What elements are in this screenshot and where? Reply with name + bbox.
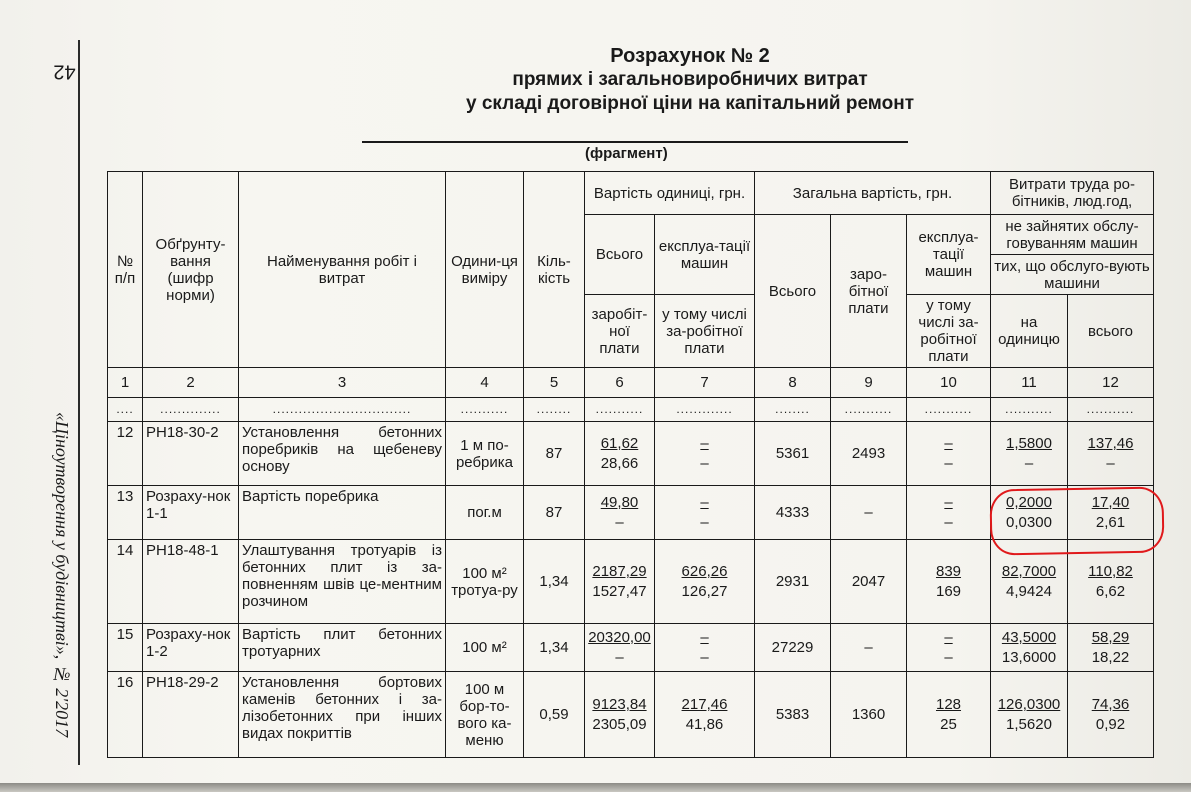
header-unit-total: Всього: [585, 215, 655, 295]
ellipsis-cell: ........: [755, 398, 831, 422]
row-number: 14: [108, 540, 143, 624]
row-unit-machines-top: –: [700, 435, 709, 452]
row-unit-cost: [585, 422, 655, 486]
row-code: РН18-48-1: [143, 540, 239, 624]
row-total-machines-top: 128: [935, 696, 962, 713]
header-labor: Витрати труда ро-бітників, люд.год,: [991, 172, 1154, 215]
row-unit-machines: [655, 624, 755, 672]
row-unit-cost-top: 9123,84: [592, 696, 647, 713]
row-number: 13: [108, 486, 143, 540]
row-unit-machines-bottom: –: [700, 455, 709, 472]
row-total-machines: [907, 672, 991, 758]
row-unit-machines: [655, 486, 755, 540]
row-unit-cost: [585, 624, 655, 672]
column-number: 8: [755, 368, 831, 398]
header-total-cost: Загальна вартість, грн.: [755, 172, 991, 215]
row-labor-total-top: 17,40: [1091, 494, 1130, 511]
row-labor-per-unit-bottom: 4,9424: [1006, 583, 1052, 600]
row-unit: 100 м²: [446, 624, 524, 672]
row-total-machines-bottom: –: [944, 514, 953, 531]
row-unit-machines: [655, 540, 755, 624]
row-total-machines-top: 839: [935, 563, 962, 580]
row-name: Вартість плит бетонних тротуарних: [239, 624, 446, 672]
row-unit: 1 м по-ребрика: [446, 422, 524, 486]
header-total-all: Всього: [755, 215, 831, 368]
row-unit-machines-bottom: –: [700, 649, 709, 666]
row-name: Установлення бетонних поребриків на щебеневу основу: [239, 422, 446, 486]
row-code: РН18-29-2: [143, 672, 239, 758]
row-labor-per-unit: [991, 672, 1068, 758]
row-total-cost: 27229: [755, 624, 831, 672]
column-number: 4: [446, 368, 524, 398]
document-title: [360, 44, 1020, 116]
row-unit-cost: [585, 540, 655, 624]
row-unit-machines-bottom: 41,86: [685, 716, 724, 733]
row-labor-per-unit-top: 1,5800: [1006, 435, 1052, 452]
row-unit-machines-bottom: –: [700, 514, 709, 531]
header-labor-per-unit: на одиницю: [991, 295, 1068, 368]
row-labor-total-top: 58,29: [1091, 629, 1130, 646]
header-unit: Одини-ця виміру: [446, 172, 524, 368]
ellipsis-cell: ...........: [907, 398, 991, 422]
header-name: Найменування робіт і витрат: [239, 172, 446, 368]
row-unit-cost-bottom: –: [615, 514, 624, 531]
row-name: Вартість поребрика: [239, 486, 446, 540]
table-row: [108, 422, 1154, 486]
row-labor-per-unit-bottom: 1,5620: [1006, 716, 1052, 733]
row-labor-per-unit-bottom: 0,0300: [1006, 514, 1052, 531]
row-total-machines-top: –: [944, 494, 953, 511]
row-total-cost: 5383: [755, 672, 831, 758]
column-number: 9: [831, 368, 907, 398]
row-unit-cost-bottom: 28,66: [600, 455, 639, 472]
row-labor-total-bottom: 6,62: [1095, 583, 1126, 600]
row-labor-per-unit-top: 82,7000: [1001, 563, 1057, 580]
header-code: Обґрунту-вання (шифр норми): [143, 172, 239, 368]
row-labor-total: [1068, 624, 1154, 672]
row-unit: 100 м² тротуа-ру: [446, 540, 524, 624]
row-labor-per-unit-top: 0,2000: [1006, 494, 1052, 511]
header-total-machines-wages: у тому числі за-робітної плати: [907, 295, 991, 368]
row-code: РН18-30-2: [143, 422, 239, 486]
row-unit: 100 м бор-то-вого ка-меню: [446, 672, 524, 758]
header-no: № п/п: [108, 172, 143, 368]
header-labor-machines: тих, що обслуго-вують машини: [991, 255, 1154, 295]
row-unit-cost-top: 2187,29: [592, 563, 647, 580]
row-total-machines-bottom: –: [944, 649, 953, 666]
row-unit-cost: [585, 672, 655, 758]
header-unit-cost: Вартість одиниці, грн.: [585, 172, 755, 215]
red-highlight-annotation: [989, 486, 1164, 555]
row-labor-per-unit: [991, 422, 1068, 486]
column-number: 1: [108, 368, 143, 398]
row-total-machines: [907, 486, 991, 540]
row-number: 16: [108, 672, 143, 758]
page-number: 42: [53, 60, 76, 83]
ellipsis-row: [108, 398, 1154, 422]
row-labor-per-unit-bottom: –: [1024, 455, 1034, 472]
row-total-wages: 2493: [831, 422, 907, 486]
row-unit-cost-top: 20320,00: [588, 629, 651, 646]
title-line-1: Розрахунок № 2: [610, 45, 770, 67]
table-row: [108, 624, 1154, 672]
row-unit-cost-bottom: 2305,09: [592, 716, 647, 733]
column-number: 2: [143, 368, 239, 398]
header-unit-wages: заробіт-ної плати: [585, 295, 655, 368]
header-total-wages: заро-бітної плати: [831, 215, 907, 368]
row-qty: 87: [524, 486, 585, 540]
table-body: [108, 422, 1154, 758]
row-total-wages: 2047: [831, 540, 907, 624]
row-qty: 87: [524, 422, 585, 486]
row-labor-total-top: 74,36: [1091, 696, 1130, 713]
row-unit-machines-top: 217,46: [681, 696, 728, 713]
row-name: Улаштування тротуарів із бетонних плит із за-повненням швів це-ментним розчином: [239, 540, 446, 624]
column-number: 10: [907, 368, 991, 398]
ellipsis-cell: ................................: [239, 398, 446, 422]
row-labor-total-top: 137,46: [1087, 435, 1134, 452]
row-total-machines: [907, 422, 991, 486]
title-rule: [362, 141, 908, 143]
row-unit-machines-top: –: [700, 494, 709, 511]
cost-table: [107, 171, 1154, 758]
row-number: 15: [108, 624, 143, 672]
title-line-3: у складі договірної ціни на капітальний ремонт: [465, 93, 914, 114]
row-total-machines: [907, 624, 991, 672]
table-row: [108, 672, 1154, 758]
journal-running-title: «Ціноутворення у будівництві», № 2'2017: [52, 412, 72, 738]
row-labor-total-bottom: 0,92: [1095, 716, 1126, 733]
ellipsis-cell: ....: [108, 398, 143, 422]
column-number: 11: [991, 368, 1068, 398]
row-labor-per-unit-top: 126,0300: [997, 696, 1061, 713]
row-labor-total-bottom: 2,61: [1095, 514, 1126, 531]
row-total-cost: 4333: [755, 486, 831, 540]
row-unit-cost-bottom: –: [615, 649, 624, 666]
column-number: 5: [524, 368, 585, 398]
title-line-2: прямих і загальновиробничих витрат: [512, 69, 868, 90]
row-total-machines-bottom: –: [944, 455, 953, 472]
column-number-row: [108, 368, 1154, 398]
row-labor-total-bottom: 18,22: [1091, 649, 1130, 666]
row-code: Розраху-нок 1-2: [143, 624, 239, 672]
row-unit-cost-top: 49,80: [600, 494, 639, 511]
row-code: Розраху-нок 1-1: [143, 486, 239, 540]
ellipsis-cell: ...........: [585, 398, 655, 422]
header-unit-machines: експлуа-тації машин: [655, 215, 755, 295]
row-labor-per-unit: [991, 624, 1068, 672]
column-number: 3: [239, 368, 446, 398]
column-number: 6: [585, 368, 655, 398]
row-unit-machines-top: –: [700, 629, 709, 646]
row-labor-total-top: 110,82: [1088, 563, 1133, 580]
row-total-wages: 1360: [831, 672, 907, 758]
column-number: 7: [655, 368, 755, 398]
row-unit-cost: [585, 486, 655, 540]
ellipsis-cell: ...........: [1068, 398, 1154, 422]
column-number: 12: [1068, 368, 1154, 398]
row-unit-cost-bottom: 1527,47: [592, 583, 647, 600]
ellipsis-cell: ..............: [143, 398, 239, 422]
header-qty: Кіль-кість: [524, 172, 585, 368]
header-labor-not-machines: не зайнятих обслу-говуванням машин: [991, 215, 1154, 255]
ellipsis-cell: ...........: [446, 398, 524, 422]
row-labor-total-bottom: –: [1106, 455, 1115, 472]
row-total-wages: –: [831, 624, 907, 672]
ellipsis-cell: ...........: [991, 398, 1068, 422]
row-name: Установлення бортових каменів бетонних і за-лізобетонних при інших видах покриттів: [239, 672, 446, 758]
header-total-machines: експлуа-тації машин: [907, 215, 991, 295]
ellipsis-cell: ........: [524, 398, 585, 422]
row-labor-per-unit-top: 43,5000: [1001, 629, 1057, 646]
ellipsis-cell: .............: [655, 398, 755, 422]
page-bottom-edge: [0, 783, 1191, 792]
row-qty: 0,59: [524, 672, 585, 758]
row-labor-total: [1068, 422, 1154, 486]
row-labor-per-unit-bottom: 13,6000: [1001, 649, 1057, 666]
table-row: [108, 540, 1154, 624]
header-unit-machines-wages: у тому числі за-робітної плати: [655, 295, 755, 368]
row-total-wages: –: [831, 486, 907, 540]
row-unit-machines-bottom: 126,27: [681, 583, 728, 600]
row-labor-total: [1068, 672, 1154, 758]
margin-rule: [78, 40, 80, 765]
row-total-cost: 5361: [755, 422, 831, 486]
row-total-machines-top: –: [944, 435, 953, 452]
row-unit-machines-top: 626,26: [681, 563, 728, 580]
row-total-cost: 2931: [755, 540, 831, 624]
fragment-label: (фрагмент): [585, 145, 668, 162]
row-total-machines-top: –: [944, 629, 953, 646]
ellipsis-cell: ...........: [831, 398, 907, 422]
row-number: 12: [108, 422, 143, 486]
row-unit-machines: [655, 672, 755, 758]
row-qty: 1,34: [524, 540, 585, 624]
header-labor-total: всього: [1068, 295, 1154, 368]
row-unit-cost-top: 61,62: [600, 435, 639, 452]
row-unit: пог.м: [446, 486, 524, 540]
row-qty: 1,34: [524, 624, 585, 672]
row-total-machines: [907, 540, 991, 624]
row-total-machines-bottom: 25: [940, 716, 957, 733]
row-total-machines-bottom: 169: [935, 583, 962, 600]
row-unit-machines: [655, 422, 755, 486]
